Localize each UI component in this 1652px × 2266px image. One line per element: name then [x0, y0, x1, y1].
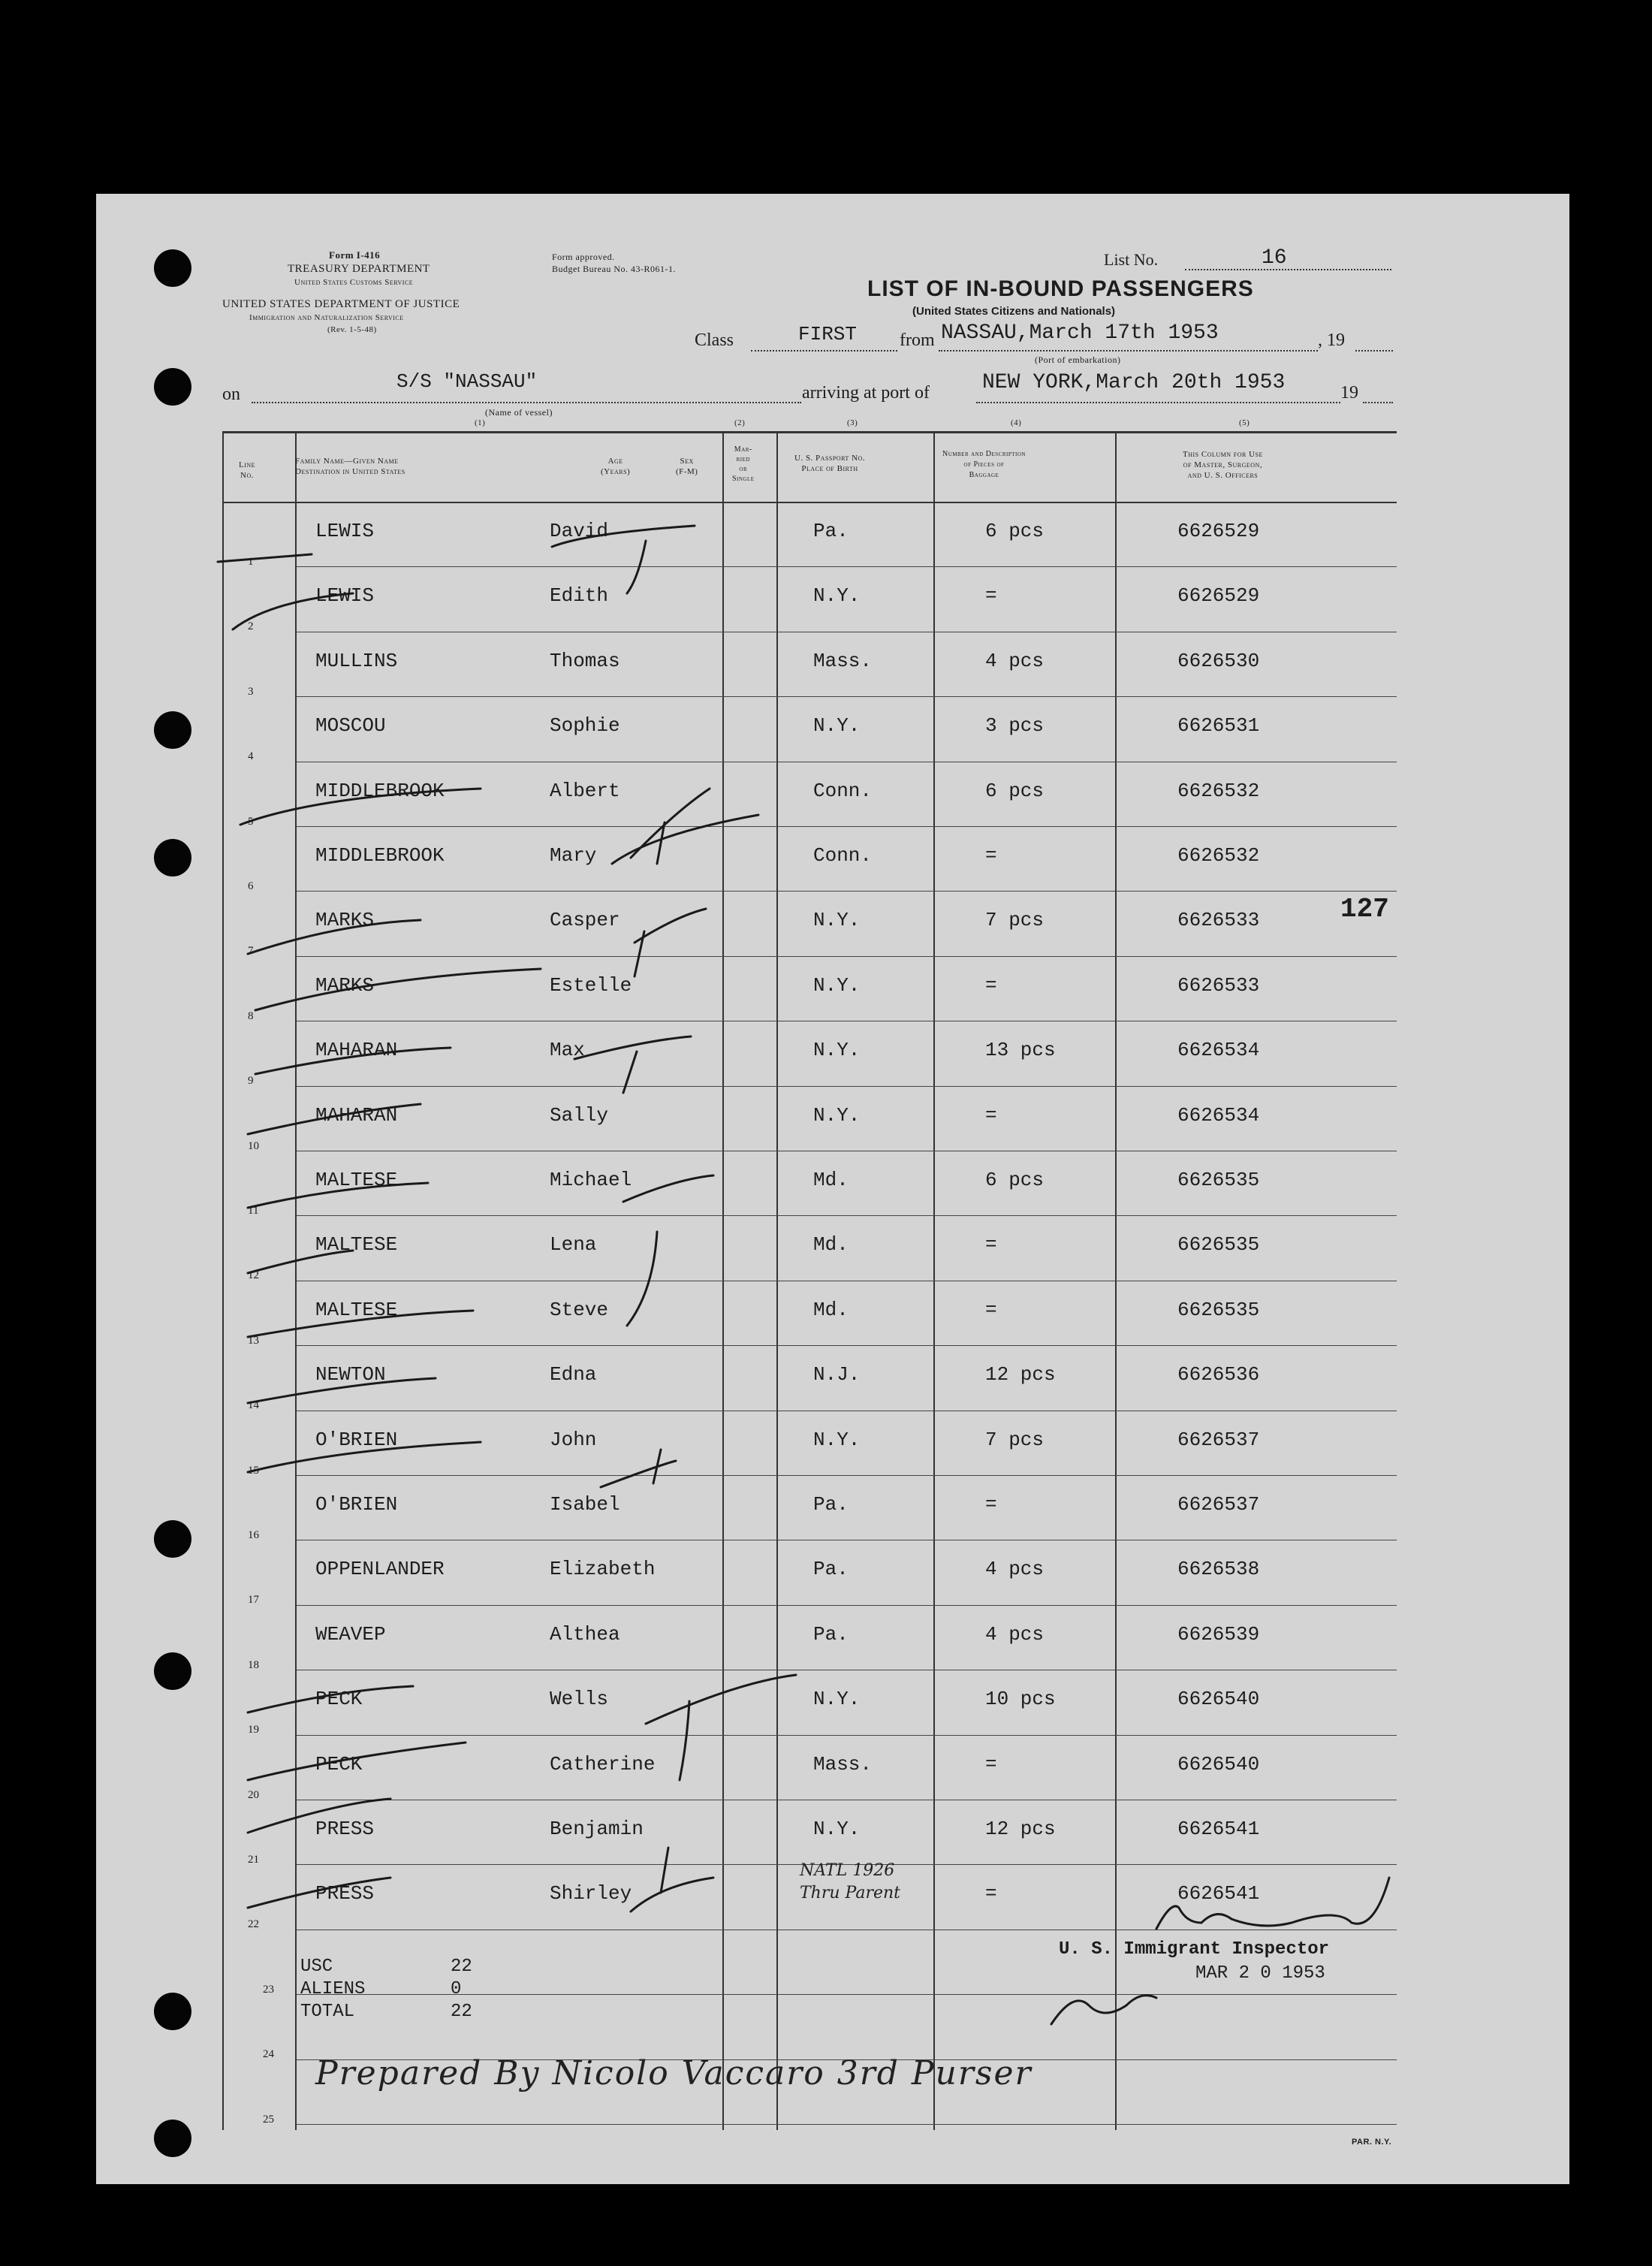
printer-mark: PAR. N.Y. — [1352, 2138, 1392, 2147]
arrival-value: NEW YORK,March 20th 1953 — [982, 371, 1286, 394]
line-number: 10 — [248, 1139, 259, 1152]
arriving-label: arriving at port of — [802, 383, 930, 403]
given-name: John — [550, 1428, 597, 1451]
given-name: Benjamin — [550, 1818, 644, 1840]
passport-number: 6626530 — [1177, 649, 1260, 672]
baggage-count: = — [985, 844, 997, 867]
vessel-name: S/S "NASSAU" — [396, 370, 538, 393]
line-number: 17 — [248, 1594, 259, 1607]
place-of-birth: Mass. — [813, 649, 873, 672]
place-of-birth: N.Y. — [813, 1103, 861, 1127]
form-approved: Form approved. — [552, 252, 615, 262]
given-name: Sally — [550, 1103, 609, 1127]
baggage-count: 6 pcs — [985, 1169, 1045, 1191]
line-number: 14 — [248, 1399, 259, 1412]
family-name: MAHARAN — [315, 1103, 398, 1127]
line-number: 7 — [248, 945, 254, 958]
passport-number: 6626533 — [1177, 973, 1260, 997]
class-value: FIRST — [798, 323, 858, 345]
passport-number: 6626529 — [1177, 520, 1260, 542]
given-name: Sophie — [550, 714, 620, 738]
given-name: Edith — [550, 584, 609, 608]
family-name: NEWTON — [315, 1363, 386, 1386]
passport-number: 6626541 — [1177, 1882, 1260, 1905]
customs-service: United States Customs Service — [294, 278, 414, 287]
given-name: Michael — [550, 1169, 632, 1191]
family-name: MIDDLEBROOK — [315, 779, 445, 802]
punch-hole — [154, 711, 191, 749]
punch-hole — [154, 249, 191, 287]
baggage-count: 4 pcs — [985, 1558, 1045, 1581]
passport-number: 6626532 — [1177, 779, 1260, 802]
baggage-count: = — [985, 1752, 997, 1776]
line-number: 22 — [248, 1918, 259, 1931]
line-number: 15 — [248, 1464, 259, 1477]
place-of-birth: Pa. — [813, 1622, 849, 1646]
place-of-birth: N.Y. — [813, 1428, 861, 1451]
age-header: Age (Years) — [601, 457, 631, 476]
row-divider — [297, 956, 1397, 957]
row-divider — [297, 566, 1397, 567]
given-name: Althea — [550, 1622, 620, 1646]
family-name: MOSCOU — [315, 714, 386, 738]
table-top-border — [222, 431, 1397, 433]
vessel-caption: (Name of vessel) — [485, 407, 553, 418]
passport-number: 6626529 — [1177, 584, 1260, 608]
passport-number: 6626532 — [1177, 844, 1260, 867]
family-name: O'BRIEN — [315, 1493, 398, 1516]
punch-hole — [154, 839, 191, 877]
passport-number: 6626539 — [1177, 1622, 1260, 1646]
treasury-department: TREASURY DEPARTMENT — [288, 263, 430, 275]
column-number: (2) — [734, 418, 746, 427]
sex-header: Sex (F-M) — [676, 457, 698, 476]
line-number: 20 — [248, 1788, 259, 1801]
place-of-birth: N.Y. — [813, 1818, 861, 1840]
given-name: Max — [550, 1039, 585, 1062]
page-subtitle: (United States Citizens and Nationals) — [912, 305, 1116, 318]
inspector-title: U. S. Immigrant Inspector — [1059, 1939, 1330, 1960]
baggage-count: 4 pcs — [985, 1622, 1045, 1646]
passport-number: 6626535 — [1177, 1298, 1260, 1321]
family-name: MAHARAN — [315, 1039, 398, 1062]
row-divider — [297, 826, 1397, 827]
punch-hole — [154, 1652, 191, 1690]
line-number: 19 — [248, 1724, 259, 1736]
baggage-count: = — [985, 1103, 997, 1127]
list-number-line — [1185, 269, 1391, 270]
column-number: (1) — [475, 418, 486, 427]
place-of-birth: Pa. — [813, 1493, 849, 1516]
baggage-count: 10 pcs — [985, 1688, 1056, 1711]
table-header-border — [222, 502, 1397, 503]
line-number: 18 — [248, 1658, 259, 1671]
line-number: 6 — [248, 880, 254, 892]
row-divider — [297, 1605, 1397, 1606]
family-name: MALTESE — [315, 1169, 398, 1191]
given-name: David — [550, 520, 609, 542]
baggage-count: = — [985, 584, 997, 608]
embarkation-value: NASSAU,March 17th 1953 — [941, 321, 1219, 345]
baggage-count: 12 pcs — [985, 1363, 1056, 1386]
line-number: 3 — [248, 685, 254, 698]
line-number: 21 — [248, 1854, 259, 1866]
punch-hole — [154, 368, 191, 406]
passport-number: 6626534 — [1177, 1103, 1260, 1127]
table-left-border — [222, 431, 224, 2130]
given-name: Casper — [550, 909, 620, 932]
given-name: Isabel — [550, 1493, 620, 1516]
passport-number: 6626534 — [1177, 1039, 1260, 1062]
budget-bureau-number: Budget Bureau No. 43-R061-1. — [552, 264, 676, 274]
baggage-count: = — [985, 973, 997, 997]
family-name: WEAVEP — [315, 1622, 386, 1646]
passport-number: 6626538 — [1177, 1558, 1260, 1581]
passport-header: U. S. Passport No. Place of Birth — [794, 454, 866, 473]
line-number: 4 — [248, 750, 254, 763]
given-name: Shirley — [550, 1882, 632, 1905]
passport-number: 6626541 — [1177, 1818, 1260, 1840]
line-number: 16 — [248, 1529, 259, 1541]
family-name: OPPENLANDER — [315, 1558, 445, 1581]
baggage-count: 7 pcs — [985, 909, 1045, 932]
place-of-birth: N.Y. — [813, 1039, 861, 1062]
totals-row: USC 22 — [300, 1957, 472, 1977]
place-of-birth: Md. — [813, 1169, 849, 1191]
passport-number: 6626531 — [1177, 714, 1260, 738]
line-number-header: Line No. — [239, 460, 256, 480]
inspector-stamp-date: MAR 2 0 1953 — [1195, 1963, 1325, 1984]
line-number: 2 — [248, 620, 254, 633]
arrival-line — [976, 402, 1340, 403]
family-name: PECK — [315, 1688, 363, 1711]
family-name: LEWIS — [315, 520, 375, 542]
officers-header: This Column for Use of Master, Surgeon, and U. S. Officers — [1183, 450, 1263, 480]
page-number: 127 — [1340, 894, 1389, 925]
place-of-birth: N.Y. — [813, 973, 861, 997]
given-name: Steve — [550, 1298, 609, 1321]
place-of-birth: Conn. — [813, 779, 873, 802]
line-number: 12 — [248, 1269, 259, 1282]
place-of-birth: Mass. — [813, 1752, 873, 1776]
row-divider — [297, 1086, 1397, 1087]
naturalization-note-line2: Thru Parent — [800, 1884, 900, 1902]
department-of-justice: UNITED STATES DEPARTMENT OF JUSTICE — [222, 298, 460, 310]
row-divider — [297, 2124, 1397, 2125]
totals-row: TOTAL 22 — [300, 2002, 472, 2022]
given-name: Albert — [550, 779, 620, 802]
row-divider — [297, 696, 1397, 697]
revision-date: (Rev. 1-5-48) — [327, 325, 377, 334]
naturalization-note-line1: NATL 1926 — [800, 1861, 895, 1880]
on-label: on — [222, 385, 240, 404]
baggage-count: = — [985, 1298, 997, 1321]
line-number: 11 — [248, 1205, 259, 1217]
totals-row: ALIENS 0 — [300, 1979, 462, 1999]
passport-number: 6626533 — [1177, 909, 1260, 932]
list-number: 16 — [1262, 246, 1287, 270]
given-name: Thomas — [550, 649, 620, 672]
given-name: Edna — [550, 1363, 597, 1386]
line-number: 1 — [248, 556, 254, 568]
family-name: LEWIS — [315, 584, 375, 608]
passport-number: 6626537 — [1177, 1428, 1260, 1451]
baggage-count: = — [985, 1233, 997, 1257]
baggage-header: Number and Description of Pieces of Baggage — [942, 450, 1026, 479]
column-number: (3) — [847, 418, 858, 427]
line-number: 23 — [263, 1983, 274, 1996]
column-number: (4) — [1011, 418, 1022, 427]
row-divider — [297, 891, 1397, 892]
family-name: MALTESE — [315, 1233, 398, 1257]
baggage-count: 12 pcs — [985, 1818, 1056, 1840]
form-number: Form I-416 — [329, 249, 381, 261]
place-of-birth: Conn. — [813, 844, 873, 867]
baggage-count: 6 pcs — [985, 779, 1045, 802]
punch-hole — [154, 1993, 191, 2030]
family-name: O'BRIEN — [315, 1428, 398, 1451]
passport-number: 6626540 — [1177, 1752, 1260, 1776]
baggage-count: 3 pcs — [985, 714, 1045, 738]
line-number: 9 — [248, 1075, 254, 1088]
from-label: from — [900, 330, 935, 350]
immigration-service: Immigration and Naturalization Service — [249, 313, 404, 322]
baggage-count: 4 pcs — [985, 649, 1045, 672]
family-name: PRESS — [315, 1882, 375, 1905]
family-name: PECK — [315, 1752, 363, 1776]
row-divider — [297, 1345, 1397, 1346]
column-number: (5) — [1239, 418, 1250, 427]
year-suffix: , 19 — [1318, 330, 1345, 350]
family-name: MARKS — [315, 909, 375, 932]
baggage-count: = — [985, 1882, 997, 1905]
punch-hole — [154, 1520, 191, 1558]
year-suffix-2: 19 — [1340, 383, 1358, 403]
line-number: 24 — [263, 2048, 274, 2061]
passport-number: 6626540 — [1177, 1688, 1260, 1711]
place-of-birth: N.Y. — [813, 909, 861, 932]
passport-number: 6626537 — [1177, 1493, 1260, 1516]
place-of-birth: Md. — [813, 1298, 849, 1321]
embarkation-caption: (Port of embarkation) — [1035, 355, 1121, 365]
place-of-birth: N.Y. — [813, 1688, 861, 1711]
given-name: Mary — [550, 844, 597, 867]
given-name: Elizabeth — [550, 1558, 656, 1581]
passport-number: 6626535 — [1177, 1233, 1260, 1257]
row-divider — [297, 1735, 1397, 1736]
totals-block — [300, 1956, 472, 2023]
baggage-count: 13 pcs — [985, 1039, 1056, 1062]
class-label: Class — [695, 330, 734, 350]
family-name: PRESS — [315, 1818, 375, 1840]
vessel-line — [252, 402, 801, 403]
family-name: MALTESE — [315, 1298, 398, 1321]
baggage-count: 7 pcs — [985, 1428, 1045, 1451]
year-line — [1355, 350, 1393, 352]
place-of-birth: N.Y. — [813, 584, 861, 608]
place-of-birth: Pa. — [813, 1558, 849, 1581]
list-number-label: List No. — [1104, 250, 1159, 269]
passport-number: 6626535 — [1177, 1169, 1260, 1191]
given-name: Lena — [550, 1233, 597, 1257]
row-divider — [297, 1215, 1397, 1216]
line-number: 25 — [263, 2113, 274, 2126]
class-line — [751, 350, 897, 352]
given-name: Catherine — [550, 1752, 656, 1776]
page-title: LIST OF IN-BOUND PASSENGERS — [867, 276, 1254, 301]
given-name: Estelle — [550, 973, 632, 997]
place-of-birth: N.J. — [813, 1363, 861, 1386]
baggage-count: = — [985, 1493, 997, 1516]
baggage-count: 6 pcs — [985, 520, 1045, 542]
place-of-birth: Md. — [813, 1233, 849, 1257]
prepared-by-signature: Prepared By Nicolo Vaccaro 3rd Purser — [315, 2054, 1032, 2093]
year-line-2 — [1363, 402, 1393, 403]
family-name: MIDDLEBROOK — [315, 844, 445, 867]
place-of-birth: N.Y. — [813, 714, 861, 738]
passport-number: 6626536 — [1177, 1363, 1260, 1386]
from-line — [939, 350, 1318, 352]
line-number: 8 — [248, 1009, 254, 1022]
place-of-birth: Pa. — [813, 520, 849, 542]
line-number: 5 — [248, 815, 254, 828]
punch-hole — [154, 2120, 191, 2157]
line-number: 13 — [248, 1334, 259, 1347]
family-name: MULLINS — [315, 649, 398, 672]
family-name: MARKS — [315, 973, 375, 997]
married-header: Mar- ried or Single — [732, 445, 755, 483]
name-header: Family Name—Given Name Destination in United States — [295, 457, 405, 476]
given-name: Wells — [550, 1688, 609, 1711]
row-divider — [297, 1475, 1397, 1476]
